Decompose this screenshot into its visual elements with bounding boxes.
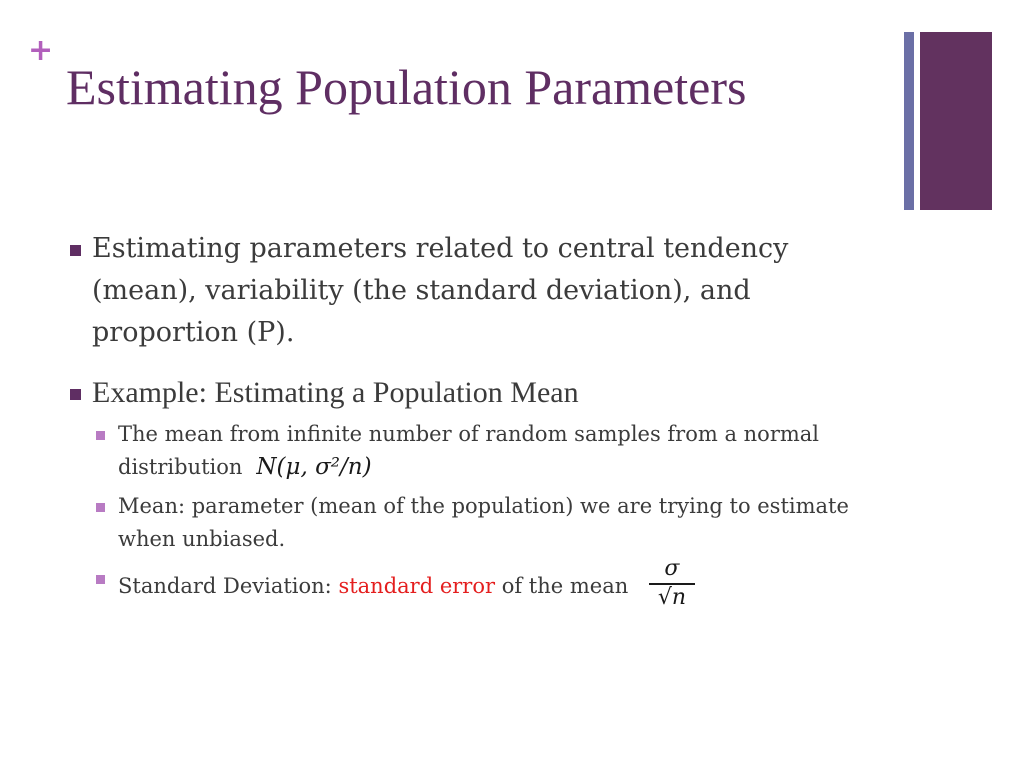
bullet-item: [70, 372, 890, 414]
sub-bullet-text: Mean: parameter (mean of the population) we are trying to estimate when unbiased.: [118, 494, 849, 551]
formula-numerator: σ: [664, 556, 680, 581]
square-bullet-icon: [70, 389, 81, 400]
sub-bullet-text-after: of the mean: [495, 574, 629, 598]
small-square-bullet-icon: [96, 503, 105, 512]
sub-bullet-text-before: Standard Deviation:: [118, 574, 339, 598]
small-square-bullet-icon: [96, 431, 105, 440]
slide-body: [70, 228, 890, 619]
sub-bullet-text: The mean from infinite number of random samples from a normal distribution: [118, 422, 820, 479]
bullet-item: [70, 228, 890, 354]
radical-sign: √: [657, 585, 672, 610]
radicand: n: [671, 585, 687, 610]
sub-bullet-item: [70, 490, 890, 556]
decorative-bar-thin: [904, 32, 914, 210]
sub-bullet-item: [70, 556, 890, 613]
slide-title: Estimating Population Parameters: [66, 59, 747, 115]
square-bullet-icon: [70, 245, 81, 256]
standard-error-formula: [649, 558, 695, 609]
normal-distribution-formula: N(μ, σ²/n): [256, 454, 372, 480]
bullet-text: Example: Estimating a Population Mean: [92, 376, 579, 409]
sub-bullet-list: [70, 418, 890, 613]
bullet-text: Estimating parameters related to central tendency (mean), variability (the standard deviation), and proportion (P).: [92, 233, 789, 348]
decorative-bar-thick: [920, 32, 992, 210]
standard-error-highlight: standard error: [338, 574, 496, 598]
sub-bullet-item: [70, 418, 890, 484]
plus-icon: +: [28, 33, 54, 68]
formula-denominator: [649, 585, 695, 609]
small-square-bullet-icon: [96, 575, 105, 584]
